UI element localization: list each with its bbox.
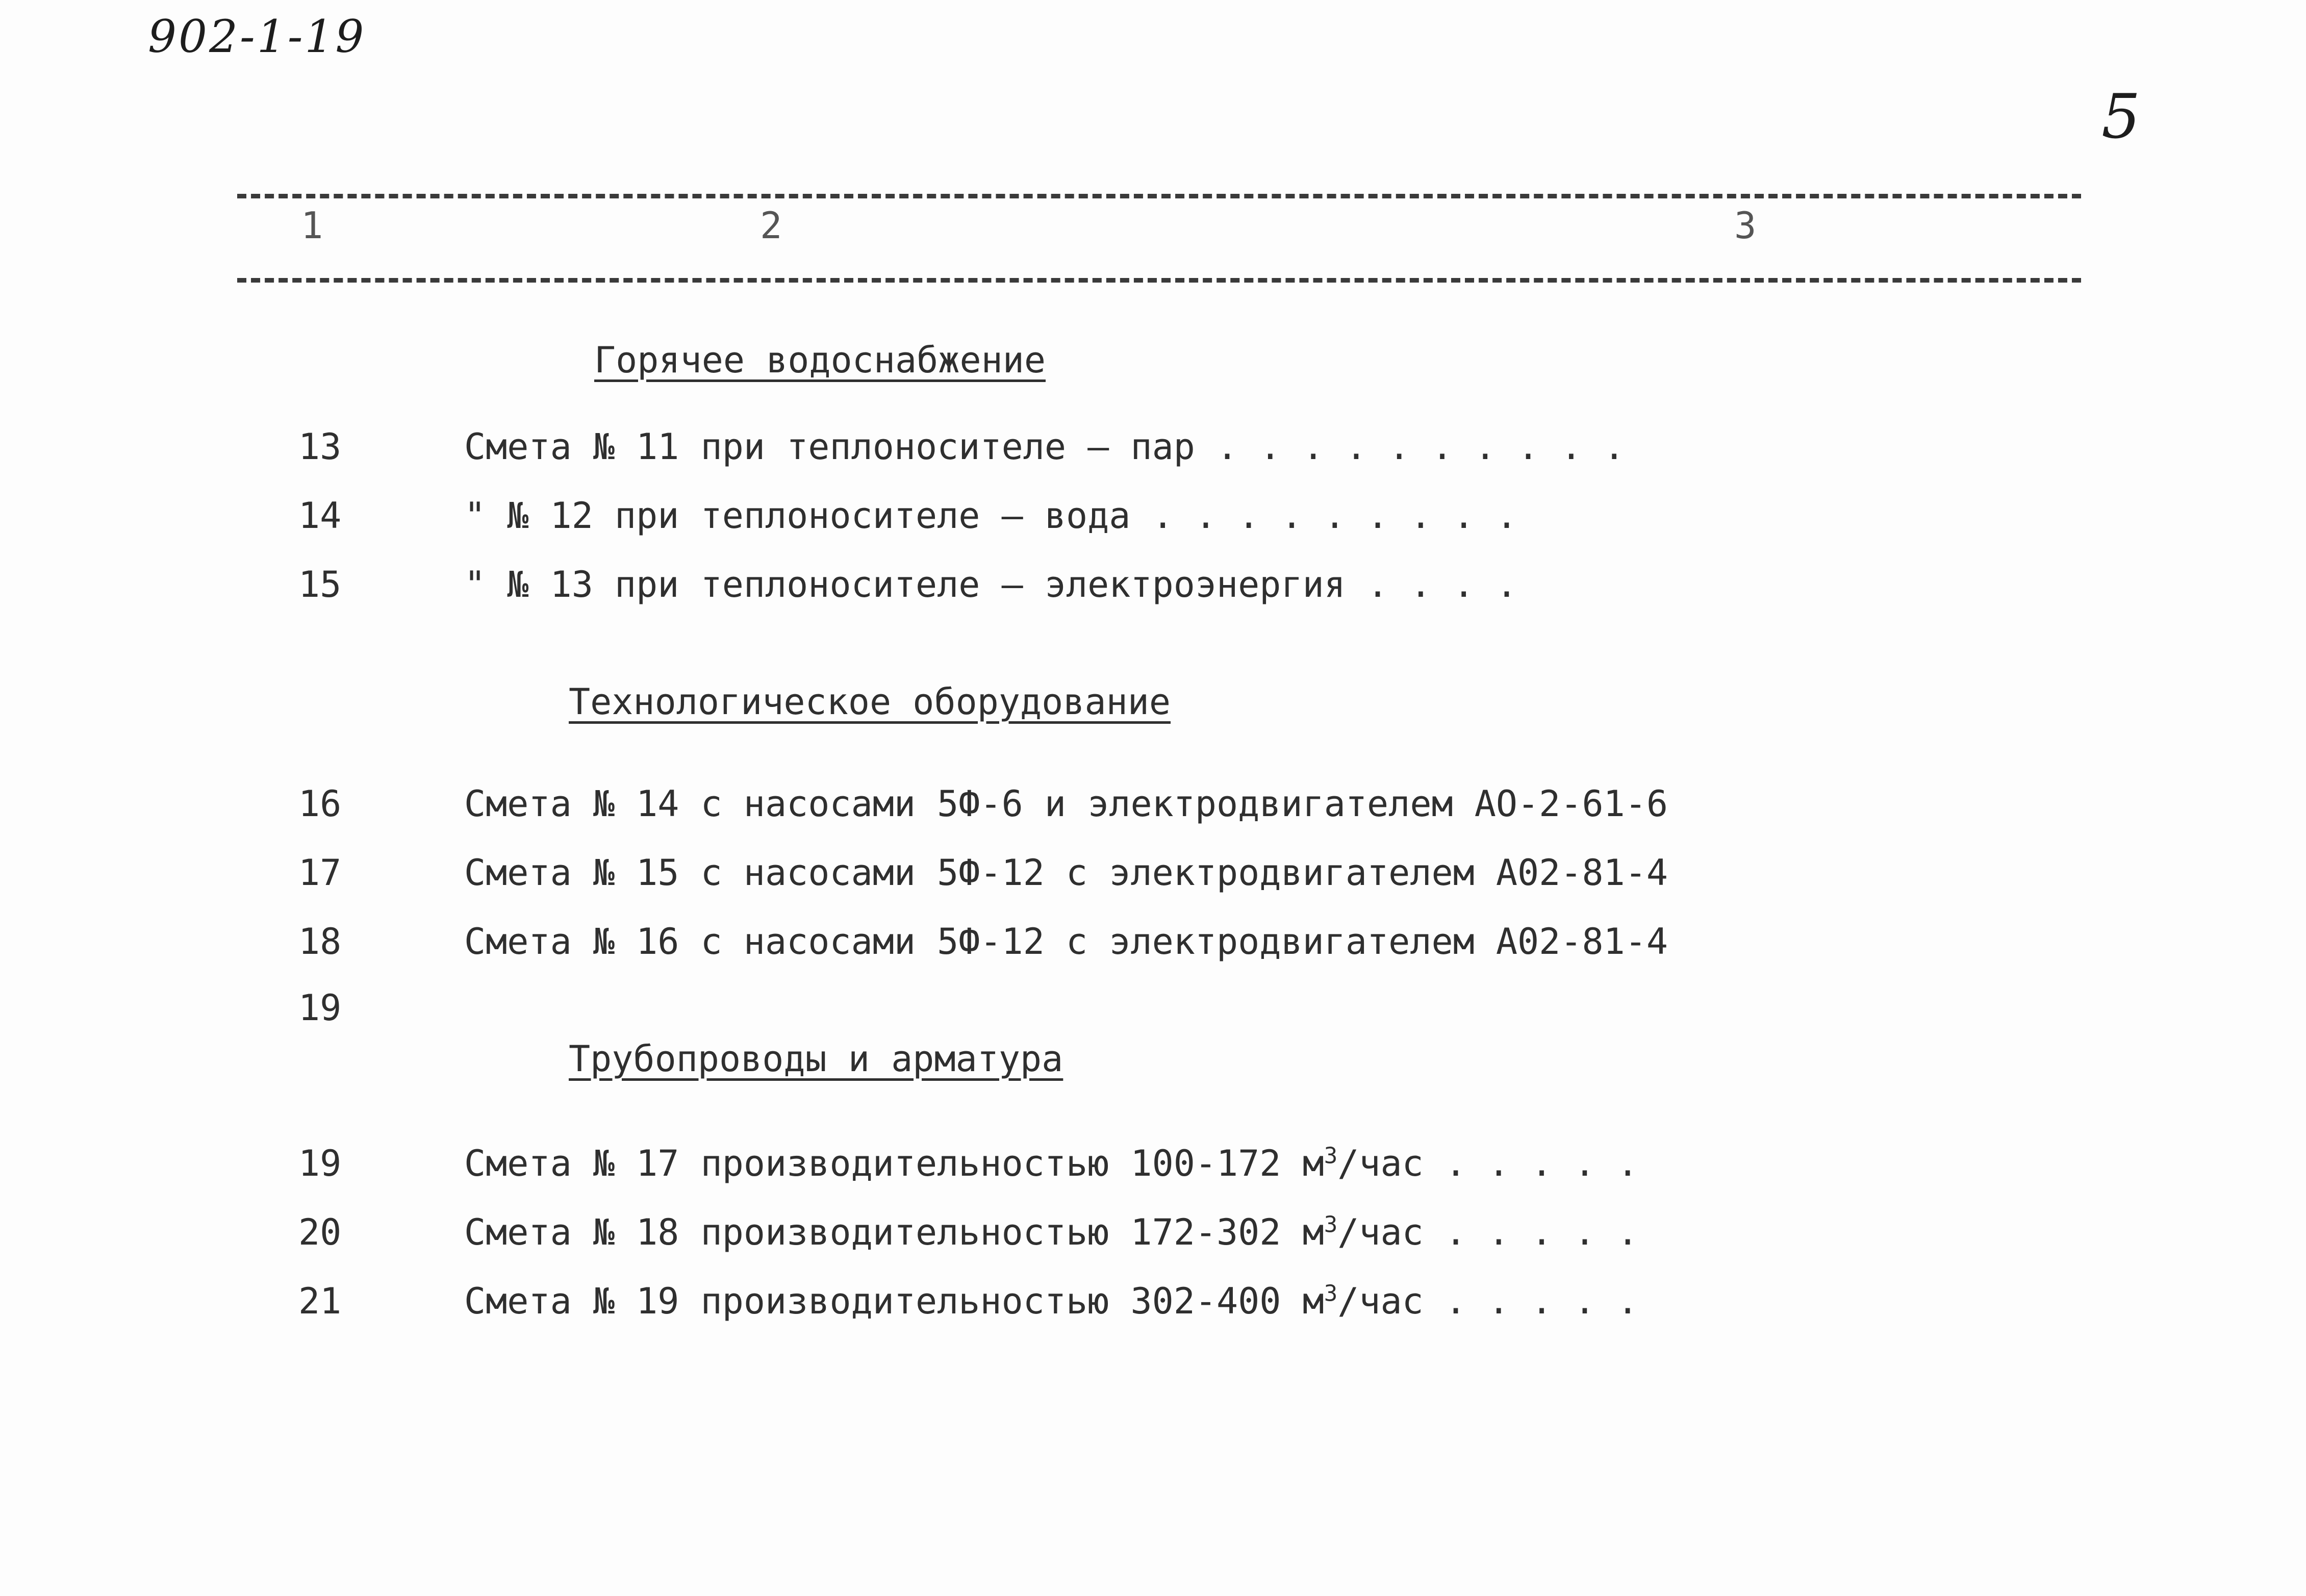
table-row <box>0 852 2306 903</box>
table-row <box>0 1143 2306 1194</box>
row-number: 15 <box>298 564 342 605</box>
row-number: 13 <box>298 426 342 468</box>
row-text-tail: /час . . . . . <box>1337 1211 1639 1253</box>
row-number: 21 <box>298 1280 342 1322</box>
row-number: 14 <box>298 495 342 537</box>
row-number: 17 <box>298 852 342 894</box>
row-text-main: Смета № 17 производительностью 100-172 м <box>464 1143 1324 1184</box>
row-number: 19 <box>298 1143 342 1184</box>
row-text-main: Смета № 19 производительностью 302-400 м <box>464 1280 1324 1322</box>
row-text: Смета № 16 с насосами 5Ф-12 с электродвигателем А02-81-4 <box>464 921 1668 962</box>
row-text-main: Смета № 18 производительностью 172-302 м <box>464 1211 1324 1253</box>
row-number: 18 <box>298 921 342 962</box>
table-row <box>0 921 2306 972</box>
row-text-tail: /час . . . . . <box>1337 1143 1639 1184</box>
header-rule-top <box>237 194 2081 198</box>
row-text <box>464 1211 1638 1253</box>
row-number: 16 <box>298 783 342 825</box>
section-title-equipment: Технологическое оборудование <box>569 681 1171 723</box>
column-header-3: 3 <box>1734 204 1757 247</box>
document-code: 902-1-19 <box>148 10 366 63</box>
row-text <box>464 1280 1638 1322</box>
table-row <box>0 1211 2306 1262</box>
row-number: 20 <box>298 1211 342 1253</box>
row-text: Смета № 14 с насосами 5Ф-6 и электродвигателем АО-2-61-6 <box>464 783 1668 825</box>
section-title-hot-water: Горячее водоснабжение <box>594 339 1046 381</box>
superscript-exponent: 3 <box>1324 1211 1338 1238</box>
row-text: " № 13 при теплоносителе – электроэнергия . . . . <box>464 564 1518 605</box>
row-text: " № 12 при теплоносителе – вода . . . . . . . . . <box>464 495 1518 537</box>
row-text: Смета № 11 при теплоносителе – пар . . . . . . . . . . <box>464 426 1625 468</box>
column-header-1: 1 <box>301 204 323 247</box>
row-number: 19 <box>298 987 342 1029</box>
table-row <box>0 987 2306 1038</box>
page-number: 5 <box>2101 82 2141 153</box>
section-title-pipelines: Трубопроводы и арматура <box>569 1038 1063 1080</box>
row-text: Смета № 15 с насосами 5Ф-12 с электродвигателем А02-81-4 <box>464 852 1668 894</box>
superscript-exponent: 3 <box>1324 1143 1338 1169</box>
header-rule-bottom <box>237 278 2081 283</box>
table-row <box>0 1280 2306 1331</box>
column-header-2: 2 <box>760 204 782 247</box>
table-row <box>0 426 2306 477</box>
row-text <box>464 1143 1638 1184</box>
row-text-tail: /час . . . . . <box>1337 1280 1639 1322</box>
table-row <box>0 783 2306 834</box>
table-row <box>0 495 2306 546</box>
table-row <box>0 564 2306 615</box>
superscript-exponent: 3 <box>1324 1280 1338 1307</box>
